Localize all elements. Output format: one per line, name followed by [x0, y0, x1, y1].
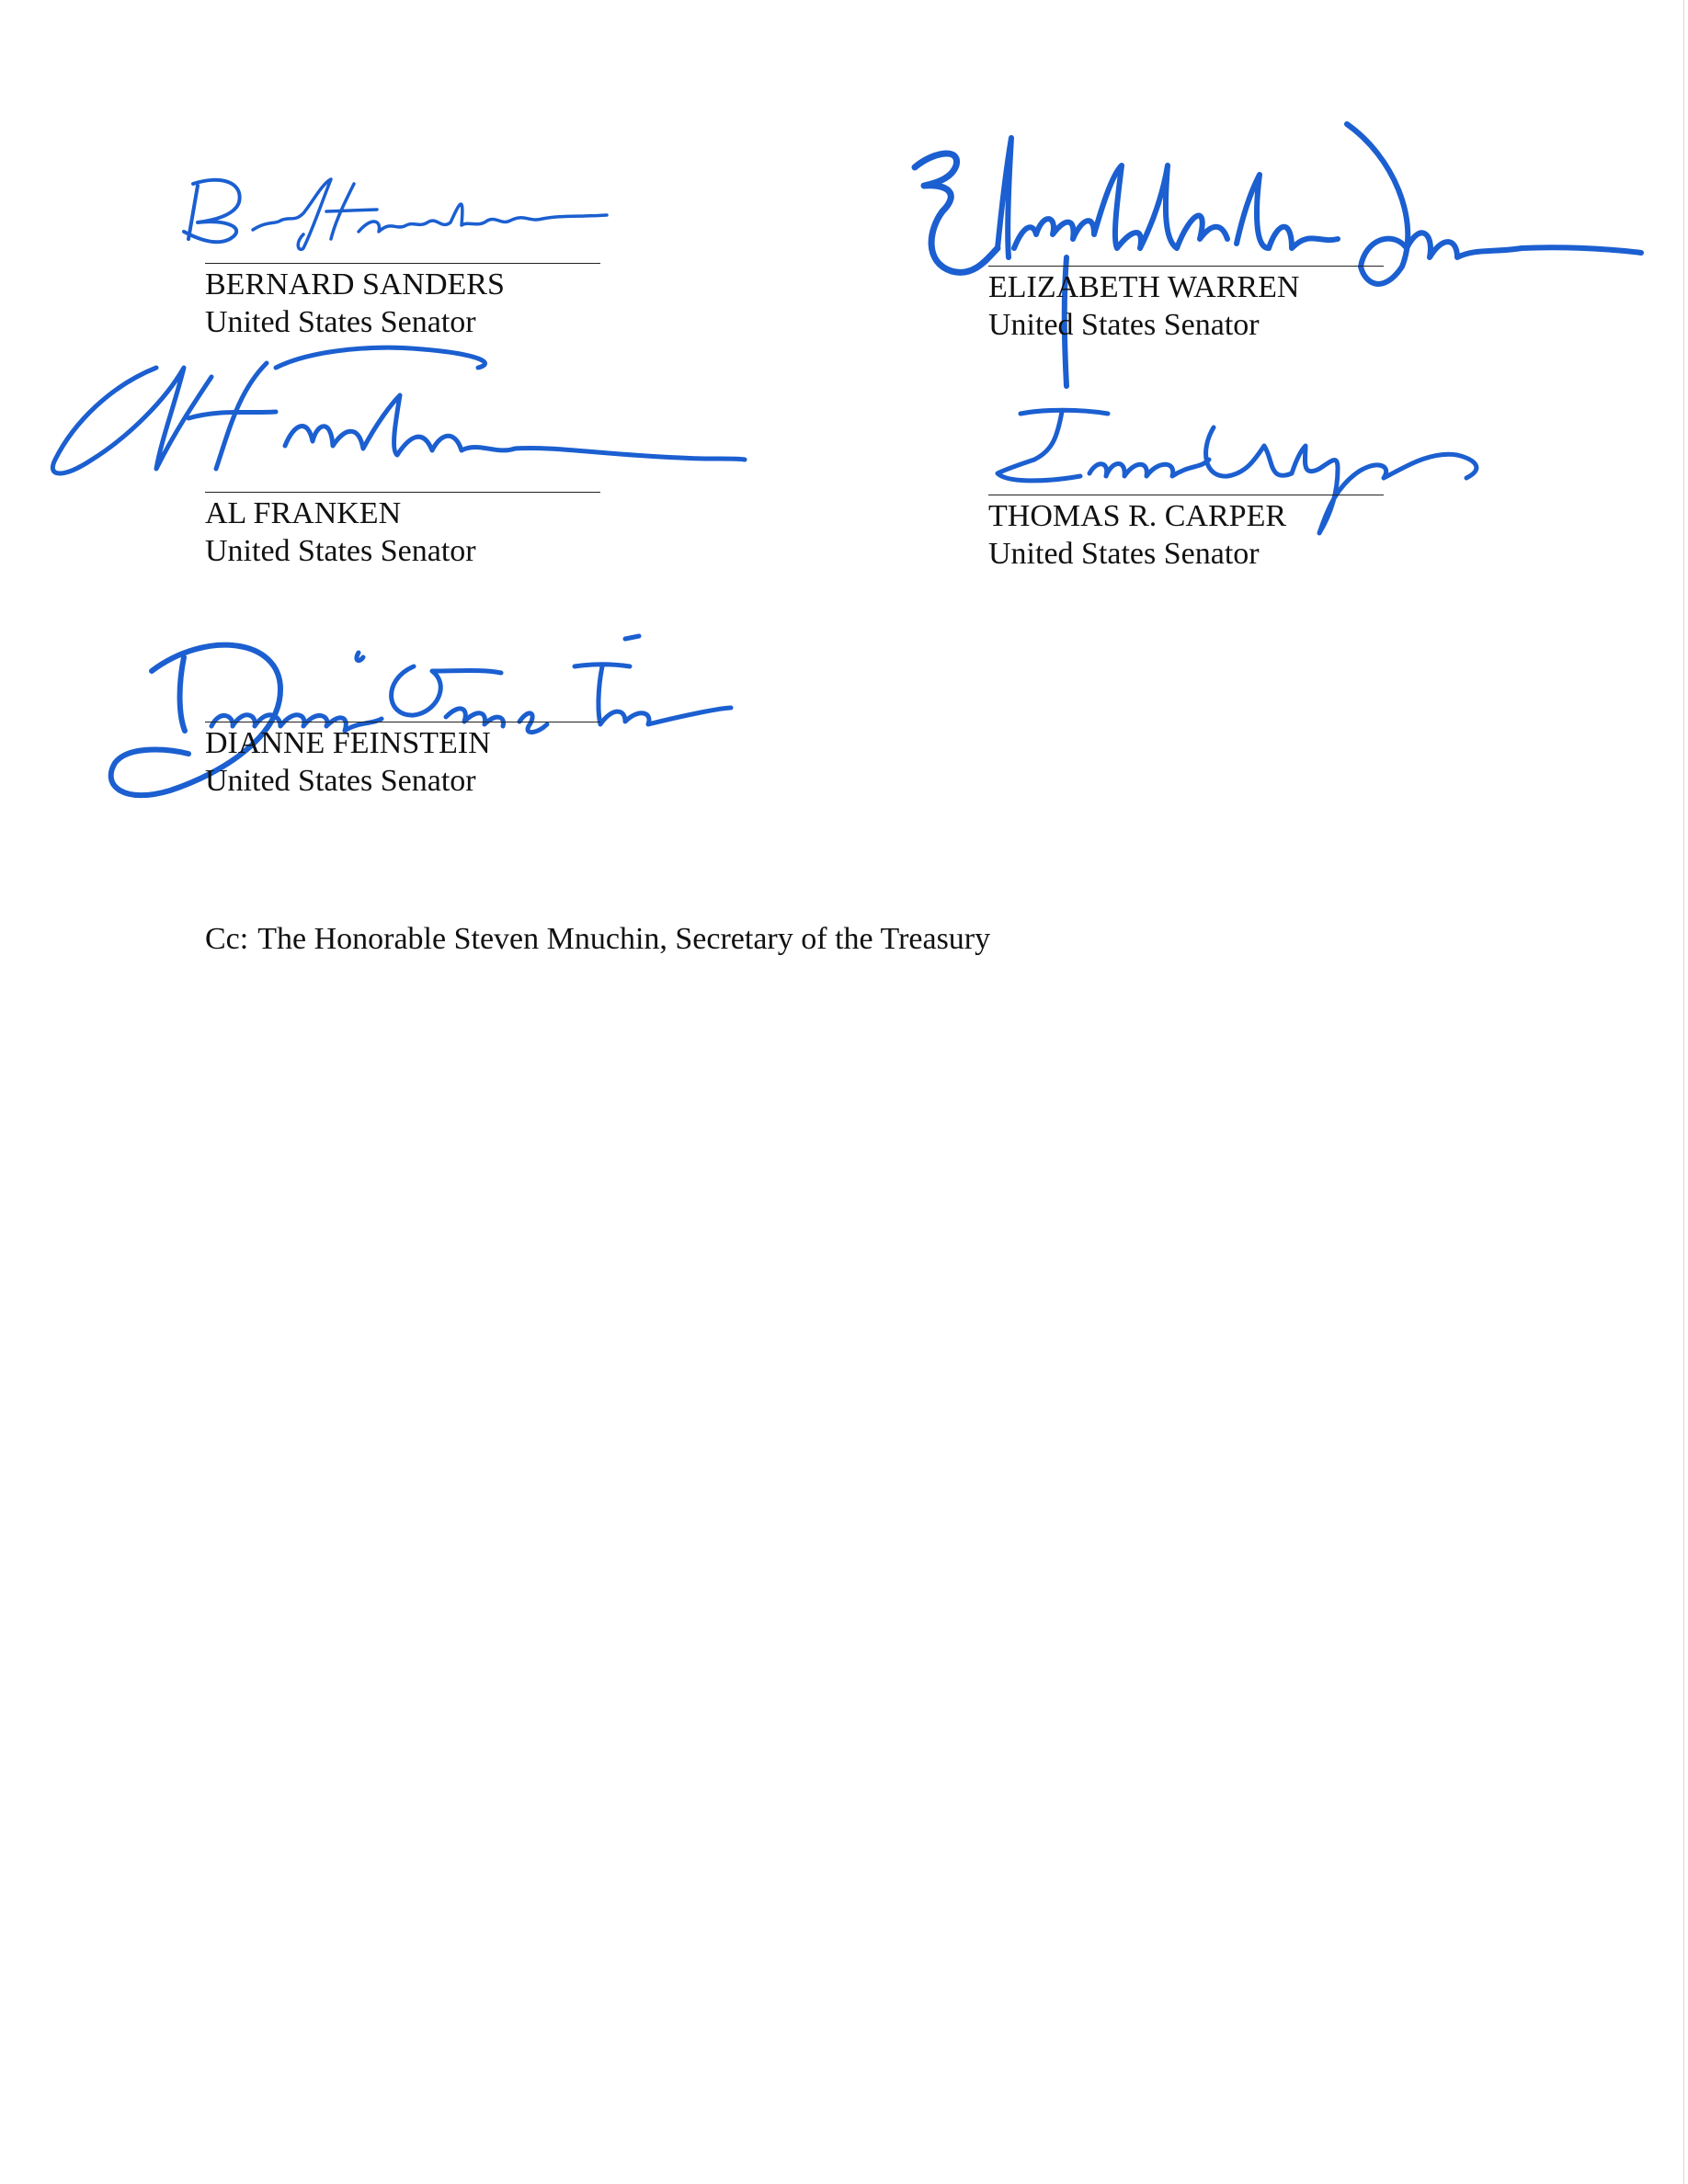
signer-name: THOMAS R. CARPER [988, 499, 1287, 533]
signer-title: United States Senator [988, 537, 1260, 571]
cc-line [205, 921, 990, 958]
signature-line [205, 492, 600, 493]
sanders-signature [175, 165, 653, 267]
signer-title: United States Senator [988, 308, 1260, 342]
signer-title: United States Senator [205, 534, 476, 568]
signer-title: United States Senator [205, 305, 476, 339]
page-edge [1683, 0, 1684, 2184]
signer-name: ELIZABETH WARREN [988, 270, 1300, 304]
signer-title: United States Senator [205, 764, 476, 798]
signature-line [988, 266, 1384, 267]
signer-name: BERNARD SANDERS [205, 267, 505, 301]
signature-line [205, 263, 600, 264]
warren-signature [906, 110, 1659, 395]
franken-signature [37, 340, 763, 496]
signer-name: AL FRANKEN [205, 496, 402, 530]
signer-name: DIANNE FEINSTEIN [205, 726, 491, 760]
cc-recipient: The Honorable Steven Mnuchin, Secretary of the Treasury [257, 922, 991, 956]
cc-label: Cc: [205, 922, 249, 956]
